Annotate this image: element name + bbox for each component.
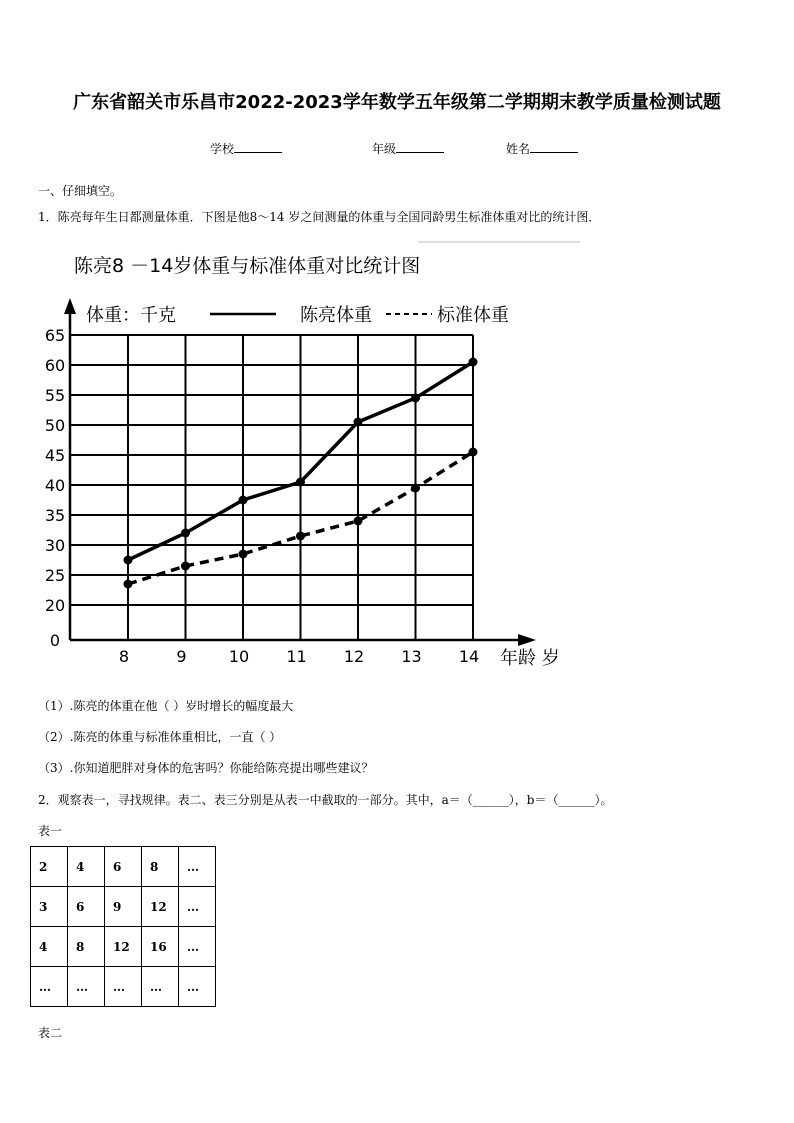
x-axis-arrow [518,634,536,646]
table1-label: 表一 [38,824,63,838]
table-cell: 6 [105,847,142,887]
x-axis-label: 年龄 岁 [500,648,560,669]
data-point [239,550,248,559]
table-cell: … [179,887,216,927]
y-tick-label: 60 [44,356,66,375]
data-point [239,496,248,505]
table-row [31,847,216,887]
y-tick-label: 0 [49,631,61,650]
legend-label-standard: 标准体重 [437,305,509,326]
name-field [506,140,578,157]
x-tick-label: 12 [343,647,365,666]
data-point [411,484,420,493]
question-1: 1．陈亮每年生日都测量体重．下图是他8～14 岁之间测量的体重与全国同龄男生标准体重对比的统计图． [38,210,601,224]
chart-ticks [45,326,479,666]
chart-title: 陈亮8 －14岁体重与标准体重对比统计图 [74,255,421,277]
table-cell: … [68,967,105,1007]
y-axis-arrow [64,298,76,314]
x-tick-label: 9 [176,647,187,666]
table-cell: … [31,967,68,1007]
x-tick-label: 14 [458,647,480,666]
subquestion-3: （3）.你知道肥胖对身体的危害吗？你能给陈亮提出哪些建议？ [38,761,374,775]
grade-field [372,140,444,157]
table-cell: 8 [68,927,105,967]
school-blank [234,140,282,153]
table-cell: … [179,847,216,887]
table-cell: … [179,967,216,1007]
data-point [296,532,305,541]
data-point [354,517,363,526]
table2-label: 表二 [38,1026,63,1040]
chart-legend [86,305,560,669]
table-cell: 4 [68,847,105,887]
table-cell: 8 [142,847,179,887]
data-point [181,529,190,538]
x-tick-label: 11 [286,647,307,666]
subquestion-1: （1）.陈亮的体重在他（ ）岁时增长的幅度最大 [38,699,294,713]
name-label: 姓名 [506,142,531,156]
table-one [30,846,216,1007]
table-cell: 2 [31,847,68,887]
subquestion-2: （2）.陈亮的体重与标准体重相比，一直（ ） [38,730,282,744]
table-cell: 12 [142,887,179,927]
table-row [31,887,216,927]
data-point [296,478,305,487]
y-tick-label: 50 [44,416,66,435]
table-cell: … [179,927,216,967]
table-cell: … [142,967,179,1007]
table-cell: 6 [68,887,105,927]
page-title: 广东省韶关市乐昌市2022-2023学年数学五年级第二学期期末教学质量检测试题 [73,92,721,113]
question-2: 2．观察表一，寻找规律。表二、表三分别是从表一中截取的一部分。其中，a＝（______），b＝（______）。 [38,793,613,807]
table-row [31,927,216,967]
y-tick-label: 40 [44,476,66,495]
data-point [411,394,420,403]
x-tick-label: 8 [118,647,130,666]
y-tick-label: 55 [44,386,66,405]
school-field [210,140,282,157]
y-axis-label: 体重：千克 [86,305,176,326]
data-point [354,418,363,427]
y-tick-label: 65 [44,326,66,345]
legend-label-actual: 陈亮体重 [300,305,372,326]
grade-label: 年级 [372,142,397,156]
table-cell: 3 [31,887,68,927]
table-cell: 9 [105,887,142,927]
table-cell: 4 [31,927,68,967]
x-tick-label: 13 [401,647,422,666]
weight-chart [0,230,794,680]
y-tick-label: 20 [44,596,66,615]
x-tick-label: 10 [228,647,250,666]
data-point [124,580,133,589]
name-blank [530,140,578,153]
data-point [181,562,190,571]
data-point [124,556,133,565]
table-cell: … [105,967,142,1007]
table-cell: 16 [142,927,179,967]
data-point [469,358,478,367]
grade-blank [396,140,444,153]
y-tick-label: 35 [44,506,66,525]
school-label: 学校 [210,142,235,156]
y-tick-label: 30 [44,536,66,555]
y-tick-label: 45 [44,446,66,465]
data-point [469,448,478,457]
section-heading: 一、仔细填空。 [38,184,123,198]
y-tick-label: 25 [44,566,66,585]
table-cell: 12 [105,927,142,967]
table-row [31,967,216,1007]
